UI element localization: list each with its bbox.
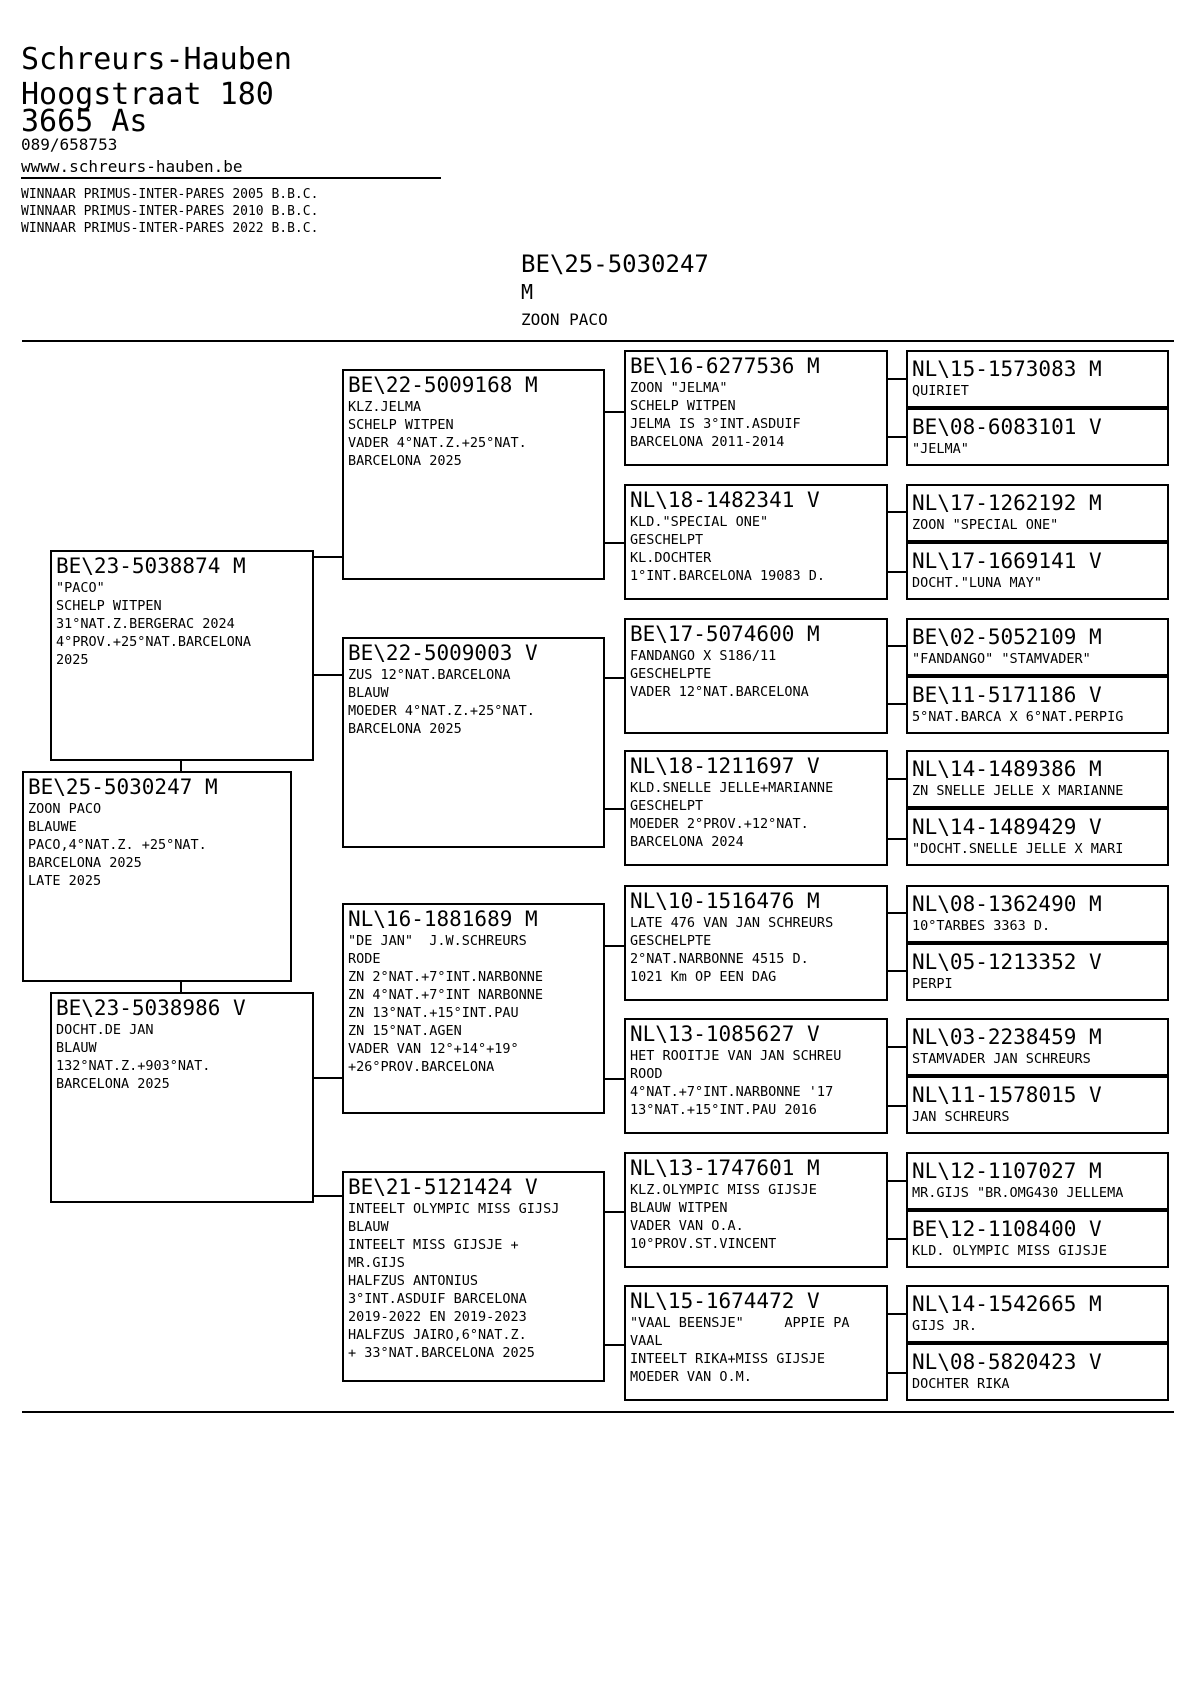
card-line: DOCHTER RIKA	[912, 1376, 1010, 1392]
card-line: ZN 15°NAT.AGEN	[348, 1023, 462, 1039]
award-line: WINNAAR PRIMUS-INTER-PARES 2010 B.B.C.	[21, 204, 319, 219]
card-line: 5°NAT.BARCA X 6°NAT.PERPIG	[912, 709, 1124, 725]
card-line: BARCELONA 2024	[630, 834, 744, 850]
award-line: WINNAAR PRIMUS-INTER-PARES 2022 B.B.C.	[21, 221, 319, 236]
connector-line	[886, 511, 908, 513]
ring-number: NL\10-1516476 M	[630, 889, 820, 913]
card-line: BARCELONA 2025	[348, 721, 462, 737]
ring-number: NL\18-1211697 V	[630, 754, 820, 778]
card-line: VADER 12°NAT.BARCELONA	[630, 684, 809, 700]
ring-number: NL\14-1542665 M	[912, 1292, 1102, 1316]
card-line: STAMVADER JAN SCHREURS	[912, 1051, 1091, 1067]
card-line: KLZ.JELMA	[348, 399, 422, 415]
card-line: SCHELP WITPEN	[56, 598, 162, 614]
pedigree-card-ancestor[interactable]	[906, 943, 1169, 1001]
card-line: JAN SCHREURS	[912, 1109, 1010, 1125]
connector-line	[886, 838, 908, 840]
ring-number: NL\17-1262192 M	[912, 491, 1102, 515]
card-line: ZOON PACO	[28, 801, 102, 817]
card-line: ROOD	[630, 1066, 663, 1082]
pedigree-card-ancestor[interactable]	[906, 750, 1169, 808]
pedigree-card-ancestor[interactable]	[906, 484, 1169, 542]
pedigree-card-great-grandparent[interactable]	[624, 484, 888, 600]
card-line: BLAUWE	[28, 819, 77, 835]
card-line: DOCHT."LUNA MAY"	[912, 575, 1043, 591]
subject-ring-number: BE\25-5030247	[521, 250, 709, 278]
connector-line	[886, 1372, 908, 1374]
connector-line	[886, 1105, 908, 1107]
pedigree-card-ancestor[interactable]	[906, 1343, 1169, 1401]
loft-website[interactable]: wwww.schreurs-hauben.be	[21, 157, 243, 176]
ring-number: BE\12-1108400 V	[912, 1217, 1102, 1241]
card-line: HALFZUS JAIRO,6°NAT.Z.	[348, 1327, 527, 1343]
card-line: "FANDANGO" "STAMVADER"	[912, 651, 1091, 667]
connector-line	[312, 1195, 343, 1197]
ring-number: NL\08-1362490 M	[912, 892, 1102, 916]
card-line: 2°NAT.NARBONNE 4515 D.	[630, 951, 809, 967]
pedigree-card-great-grandparent[interactable]	[624, 885, 888, 1001]
connector-line	[886, 571, 908, 573]
pedigree-card-grandparent[interactable]	[342, 1171, 605, 1382]
pedigree-card-grandparent[interactable]	[342, 369, 605, 580]
pedigree-card-self[interactable]	[22, 771, 292, 982]
ring-number: BE\02-5052109 M	[912, 625, 1102, 649]
card-line: DOCHT.DE JAN	[56, 1022, 154, 1038]
card-line: ZN 2°NAT.+7°INT.NARBONNE	[348, 969, 544, 985]
connector-line	[312, 674, 343, 676]
card-line: KLD."SPECIAL ONE"	[630, 514, 769, 530]
connector-line	[886, 1180, 908, 1182]
card-line: RODE	[348, 951, 381, 967]
pedigree-card-ancestor[interactable]	[906, 676, 1169, 734]
connector-line	[603, 1211, 625, 1213]
card-line: VADER VAN 12°+14°+19°	[348, 1041, 519, 1057]
card-line: 4°PROV.+25°NAT.BARCELONA	[56, 634, 252, 650]
card-line: ZN 4°NAT.+7°INT NARBONNE	[348, 987, 544, 1003]
subject-sex: M	[521, 280, 534, 304]
card-line: 3°INT.ASDUIF BARCELONA	[348, 1291, 527, 1307]
pedigree-card-ancestor[interactable]	[906, 1152, 1169, 1210]
connector-line	[312, 1077, 343, 1079]
ring-number: NL\15-1674472 V	[630, 1289, 820, 1313]
card-line: 1021 Km OP EEN DAG	[630, 969, 777, 985]
card-line: VADER 4°NAT.Z.+25°NAT.	[348, 435, 527, 451]
card-line: VAAL	[630, 1333, 663, 1349]
ring-number: NL\08-5820423 V	[912, 1350, 1102, 1374]
card-line: BLAUW	[348, 685, 389, 701]
card-line: PERPI	[912, 976, 953, 992]
pedigree-card-ancestor[interactable]	[906, 1076, 1169, 1134]
ring-number: NL\18-1482341 V	[630, 488, 820, 512]
card-line: SCHELP WITPEN	[630, 398, 736, 414]
subject-name: ZOON PACO	[521, 310, 608, 329]
connector-line	[886, 1313, 908, 1315]
card-line: JELMA IS 3°INT.ASDUIF	[630, 416, 801, 432]
card-line: INTEELT MISS GIJSJE +	[348, 1237, 519, 1253]
connector-line	[312, 556, 343, 558]
card-line: +26°PROV.BARCELONA	[348, 1059, 495, 1075]
ring-number: BE\22-5009003 V	[348, 641, 538, 665]
ring-number: BE\11-5171186 V	[912, 683, 1102, 707]
card-line: ZN 13°NAT.+15°INT.PAU	[348, 1005, 519, 1021]
card-line: KLD.SNELLE JELLE+MARIANNE	[630, 780, 834, 796]
pedigree-card-ancestor[interactable]	[906, 542, 1169, 600]
card-line: "VAAL BEENSJE" APPIE PA	[630, 1315, 850, 1331]
connector-line	[886, 645, 908, 647]
card-line: KL.DOCHTER	[630, 550, 712, 566]
card-line: 4°NAT.+7°INT.NARBONNE '17	[630, 1084, 834, 1100]
card-line: GESCHELPTE	[630, 933, 712, 949]
card-line: 13°NAT.+15°INT.PAU 2016	[630, 1102, 817, 1118]
ring-number: BE\23-5038986 V	[56, 996, 246, 1020]
connector-line	[886, 703, 908, 705]
card-line: MR.GIJS "BR.OMG430 JELLEMA	[912, 1185, 1124, 1201]
connector-line	[603, 1344, 625, 1346]
ring-number: NL\13-1085627 V	[630, 1022, 820, 1046]
card-line: GIJS JR.	[912, 1318, 978, 1334]
ring-number: BE\08-6083101 V	[912, 415, 1102, 439]
pedigree-card-ancestor[interactable]	[906, 1210, 1169, 1268]
card-line: MOEDER 2°PROV.+12°NAT.	[630, 816, 809, 832]
pedigree-card-ancestor[interactable]	[906, 1285, 1169, 1343]
pedigree-card-ancestor[interactable]	[906, 408, 1169, 466]
card-line: HALFZUS ANTONIUS	[348, 1273, 479, 1289]
card-line: "DOCHT.SNELLE JELLE X MARI	[912, 841, 1124, 857]
ring-number: NL\03-2238459 M	[912, 1025, 1102, 1049]
card-line: GESCHELPT	[630, 798, 704, 814]
top-divider	[22, 340, 1174, 342]
ring-number: BE\23-5038874 M	[56, 554, 246, 578]
card-line: 1°INT.BARCELONA 19083 D.	[630, 568, 826, 584]
pedigree-card-great-grandparent[interactable]	[624, 1152, 888, 1268]
pedigree-card-great-grandparent[interactable]	[624, 350, 888, 466]
pedigree-card-ancestor[interactable]	[906, 1018, 1169, 1076]
loft-city: 3665 As	[21, 104, 148, 139]
card-line: BARCELONA 2025	[348, 453, 462, 469]
connector-line	[603, 1078, 625, 1080]
loft-street: Hoogstraat 180	[21, 77, 274, 112]
card-line: 10°PROV.ST.VINCENT	[630, 1236, 777, 1252]
card-line: PACO,4°NAT.Z. +25°NAT.	[28, 837, 207, 853]
connector-line	[603, 677, 625, 679]
pedigree-card-ancestor[interactable]	[906, 618, 1169, 676]
ring-number: NL\17-1669141 V	[912, 549, 1102, 573]
pedigree-card-great-grandparent[interactable]	[624, 618, 888, 734]
card-line: 10°TARBES 3363 D.	[912, 918, 1051, 934]
connector-line	[886, 1046, 908, 1048]
loft-phone: 089/658753	[21, 135, 118, 154]
card-line: "PACO"	[56, 580, 105, 596]
pedigree-card-father[interactable]	[50, 550, 314, 761]
pedigree-card-grandparent[interactable]	[342, 903, 605, 1114]
pedigree-card-great-grandparent[interactable]	[624, 750, 888, 866]
ring-number: BE\21-5121424 V	[348, 1175, 538, 1199]
pedigree-card-great-grandparent[interactable]	[624, 1285, 888, 1401]
header-divider	[21, 177, 441, 179]
connector-line	[886, 436, 908, 438]
ring-number: NL\12-1107027 M	[912, 1159, 1102, 1183]
connector-line	[603, 542, 625, 544]
card-line: INTEELT RIKA+MISS GIJSJE	[630, 1351, 826, 1367]
card-line: KLZ.OLYMPIC MISS GIJSJE	[630, 1182, 817, 1198]
connector-line	[886, 778, 908, 780]
award-line: WINNAAR PRIMUS-INTER-PARES 2005 B.B.C.	[21, 187, 319, 202]
card-line: BARCELONA 2025	[28, 855, 142, 871]
pedigree-card-great-grandparent[interactable]	[624, 1018, 888, 1134]
card-line: QUIRIET	[912, 383, 969, 399]
connector-line	[886, 970, 908, 972]
card-line: ZOON "SPECIAL ONE"	[912, 517, 1059, 533]
card-line: ZUS 12°NAT.BARCELONA	[348, 667, 511, 683]
card-line: "DE JAN" J.W.SCHREURS	[348, 933, 527, 949]
bottom-divider	[22, 1411, 1174, 1413]
card-line: BARCELONA 2011-2014	[630, 434, 785, 450]
card-line: 132°NAT.Z.+903°NAT.	[56, 1058, 211, 1074]
card-line: MOEDER 4°NAT.Z.+25°NAT.	[348, 703, 535, 719]
connector-line	[603, 945, 625, 947]
pedigree-card-mother[interactable]	[50, 992, 314, 1203]
ring-number: NL\16-1881689 M	[348, 907, 538, 931]
ring-number: NL\15-1573083 M	[912, 357, 1102, 381]
card-line: KLD. OLYMPIC MISS GIJSJE	[912, 1243, 1108, 1259]
card-line: BLAUW	[56, 1040, 97, 1056]
card-line: GESCHELPT	[630, 532, 704, 548]
card-line: GESCHELPTE	[630, 666, 712, 682]
connector-line	[603, 808, 625, 810]
card-line: 2025	[56, 652, 89, 668]
card-line: FANDANGO X S186/11	[630, 648, 777, 664]
pedigree-card-grandparent[interactable]	[342, 637, 605, 848]
card-line: 2019-2022 EN 2019-2023	[348, 1309, 527, 1325]
card-line: 31°NAT.Z.BERGERAC 2024	[56, 616, 235, 632]
ring-number: NL\14-1489429 V	[912, 815, 1102, 839]
ring-number: BE\22-5009168 M	[348, 373, 538, 397]
connector-line	[886, 378, 908, 380]
card-line: VADER VAN O.A.	[630, 1218, 744, 1234]
pedigree-card-ancestor[interactable]	[906, 350, 1169, 408]
card-line: ZOON "JELMA"	[630, 380, 728, 396]
card-line: SCHELP WITPEN	[348, 417, 454, 433]
card-line: "JELMA"	[912, 441, 969, 457]
card-line: + 33°NAT.BARCELONA 2025	[348, 1345, 535, 1361]
card-line: LATE 2025	[28, 873, 102, 889]
ring-number: NL\11-1578015 V	[912, 1083, 1102, 1107]
ring-number: NL\13-1747601 M	[630, 1156, 820, 1180]
connector-line	[886, 1238, 908, 1240]
ring-number: BE\25-5030247 M	[28, 775, 218, 799]
card-line: LATE 476 VAN JAN SCHREURS	[630, 915, 834, 931]
card-line: BLAUW	[348, 1219, 389, 1235]
connector-line	[886, 912, 908, 914]
ring-number: BE\17-5074600 M	[630, 622, 820, 646]
ring-number: BE\16-6277536 M	[630, 354, 820, 378]
card-line: ZN SNELLE JELLE X MARIANNE	[912, 783, 1124, 799]
connector-line	[603, 411, 625, 413]
card-line: MR.GIJS	[348, 1255, 405, 1271]
card-line: BARCELONA 2025	[56, 1076, 170, 1092]
card-line: INTEELT OLYMPIC MISS GIJSJ	[348, 1201, 560, 1217]
ring-number: NL\14-1489386 M	[912, 757, 1102, 781]
pedigree-card-ancestor[interactable]	[906, 885, 1169, 943]
card-line: HET ROOITJE VAN JAN SCHREU	[630, 1048, 842, 1064]
loft-name: Schreurs-Hauben	[21, 42, 292, 77]
card-line: BLAUW WITPEN	[630, 1200, 728, 1216]
card-line: MOEDER VAN O.M.	[630, 1369, 752, 1385]
pedigree-card-ancestor[interactable]	[906, 808, 1169, 866]
ring-number: NL\05-1213352 V	[912, 950, 1102, 974]
